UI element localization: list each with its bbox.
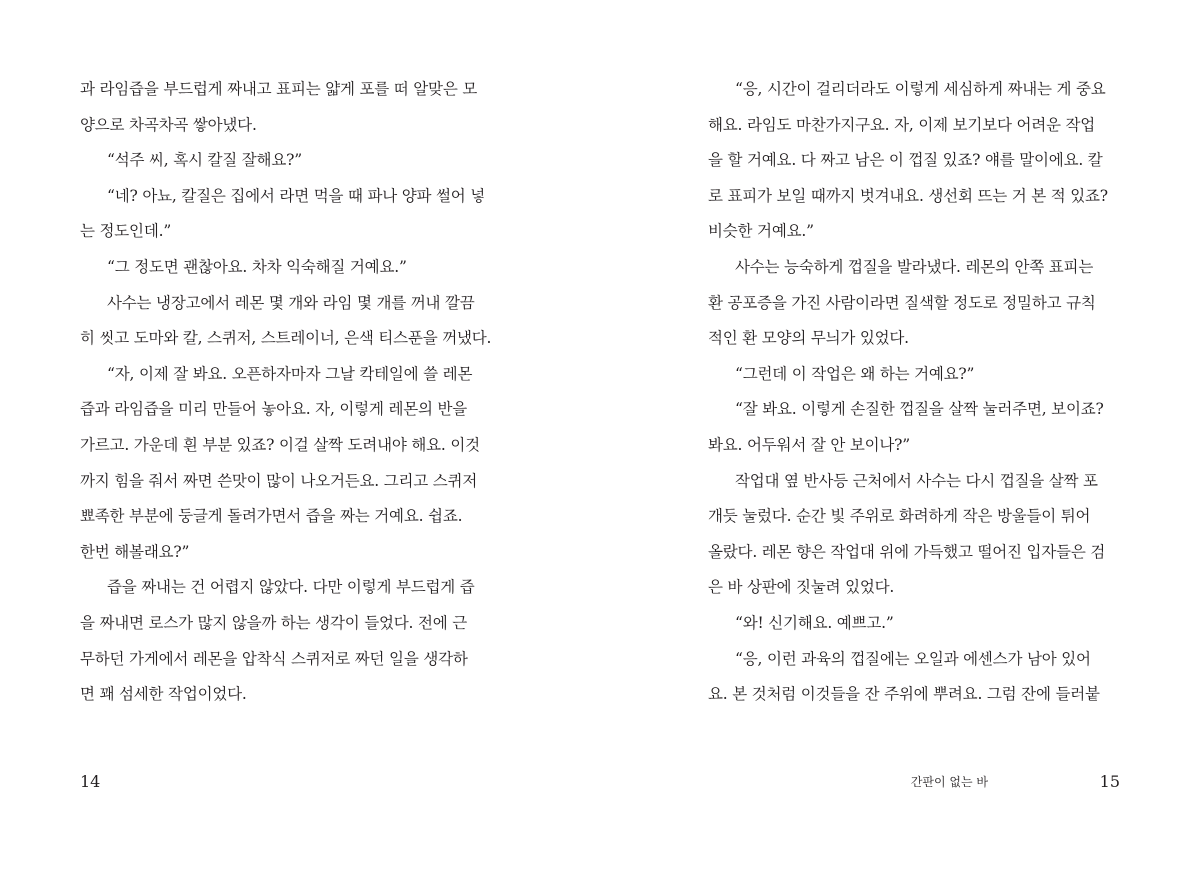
text-line: 양으로 차곡차곡 쌓아냈다. — [80, 115, 257, 134]
text-line: “그런데 이 작업은 왜 하는 거예요?” — [735, 364, 975, 383]
right-page-number: 15 — [1099, 772, 1120, 791]
text-line: 한번 해볼래요?” — [80, 542, 190, 561]
text-line: “응, 시간이 걸리더라도 이렇게 세심하게 짜내는 게 중요 — [735, 80, 1106, 98]
text-line: 환 공포증을 가진 사람이라면 질색할 정도로 정밀하고 규칙 — [708, 293, 1096, 312]
text-line: 을 할 거예요. 다 짜고 남은 이 껍질 있죠? 얘를 말이에요. 칼 — [708, 151, 1103, 170]
text-line: 까지 힘을 줘서 짜면 쓴맛이 많이 나오거든요. 그리고 스퀴저 — [80, 471, 478, 490]
running-head-title: 간판이 없는 바 — [910, 775, 988, 789]
text-line: 봐요. 어두워서 잘 안 보이나?” — [708, 435, 910, 454]
text-line: 개듯 눌렀다. 순간 빛 주위로 화려하게 작은 방울들이 튀어 — [708, 507, 1091, 526]
text-line: 즙을 짜내는 건 어렵지 않았다. 다만 이렇게 부드럽게 즙 — [107, 578, 475, 597]
text-line: 작업대 옆 반사등 근처에서 사수는 다시 껍질을 살짝 포 — [735, 471, 1098, 490]
text-line: 사수는 냉장고에서 레몬 몇 개와 라임 몇 개를 꺼내 깔끔 — [107, 293, 475, 312]
text-line: 가르고. 가운데 흰 부분 있죠? 이걸 살짝 도려내야 해요. 이것 — [80, 435, 480, 454]
text-line: 과 라임즙을 부드럽게 짜내고 표피는 얇게 포를 떠 알맞은 모 — [80, 80, 478, 98]
text-line: 로 표피가 보일 때까지 벗겨내요. 생선회 뜨는 거 본 적 있죠? — [708, 186, 1108, 205]
text-line: 면 꽤 섬세한 작업이었다. — [80, 685, 247, 704]
text-line: 즙과 라임즙을 미리 만들어 놓아요. 자, 이렇게 레몬의 반을 — [80, 400, 468, 419]
right-page — [600, 0, 1200, 881]
text-line: “네? 아뇨, 칼질은 집에서 라면 먹을 때 파나 양파 썰어 넣 — [107, 186, 486, 205]
right-page-body — [708, 72, 1122, 713]
text-line: 뾰족한 부분에 둥글게 돌려가면서 즙을 짜는 거예요. 쉽죠. — [80, 507, 463, 526]
text-line: “와! 신기해요. 예쁘고.” — [735, 613, 894, 632]
text-line: 히 씻고 도마와 칼, 스퀴저, 스트레이너, 은색 티스푼을 꺼냈다. — [80, 329, 492, 348]
text-line: 올랐다. 레몬 향은 작업대 위에 가득했고 떨어진 입자들은 검 — [708, 542, 1106, 561]
text-line: “그 정도면 괜찮아요. 차차 익숙해질 거예요.” — [107, 257, 407, 276]
left-page-body — [80, 72, 494, 713]
text-line: 적인 환 모양의 무늬가 있었다. — [708, 329, 909, 348]
text-line: 해요. 라임도 마찬가지구요. 자, 이제 보기보다 어려운 작업 — [708, 115, 1096, 134]
text-line: 사수는 능숙하게 껍질을 발라냈다. 레몬의 안쪽 표피는 — [735, 257, 1094, 276]
text-line: 무하던 가게에서 레몬을 압착식 스퀴저로 짜던 일을 생각하 — [80, 649, 468, 668]
text-line: 는 정도인데.” — [80, 222, 172, 241]
left-page-number: 14 — [80, 772, 101, 791]
text-line: 요. 본 것처럼 이것들을 잔 주위에 뿌려요. 그럼 잔에 들러붙 — [708, 685, 1100, 704]
text-line: “응, 이런 과육의 껍질에는 오일과 에센스가 남아 있어 — [735, 649, 1091, 668]
text-line: 은 바 상판에 짓눌려 있었다. — [708, 578, 895, 597]
text-line: 비슷한 거예요.” — [708, 222, 814, 241]
text-line: “잘 봐요. 이렇게 손질한 껍질을 살짝 눌러주면, 보이죠? — [735, 400, 1104, 419]
text-line: 을 짜내면 로스가 많지 않을까 하는 생각이 들었다. 전에 근 — [80, 613, 468, 632]
text-line: “석주 씨, 혹시 칼질 잘해요?” — [107, 151, 302, 170]
text-line: “자, 이제 잘 봐요. 오픈하자마자 그날 칵테일에 쓸 레몬 — [107, 364, 473, 383]
